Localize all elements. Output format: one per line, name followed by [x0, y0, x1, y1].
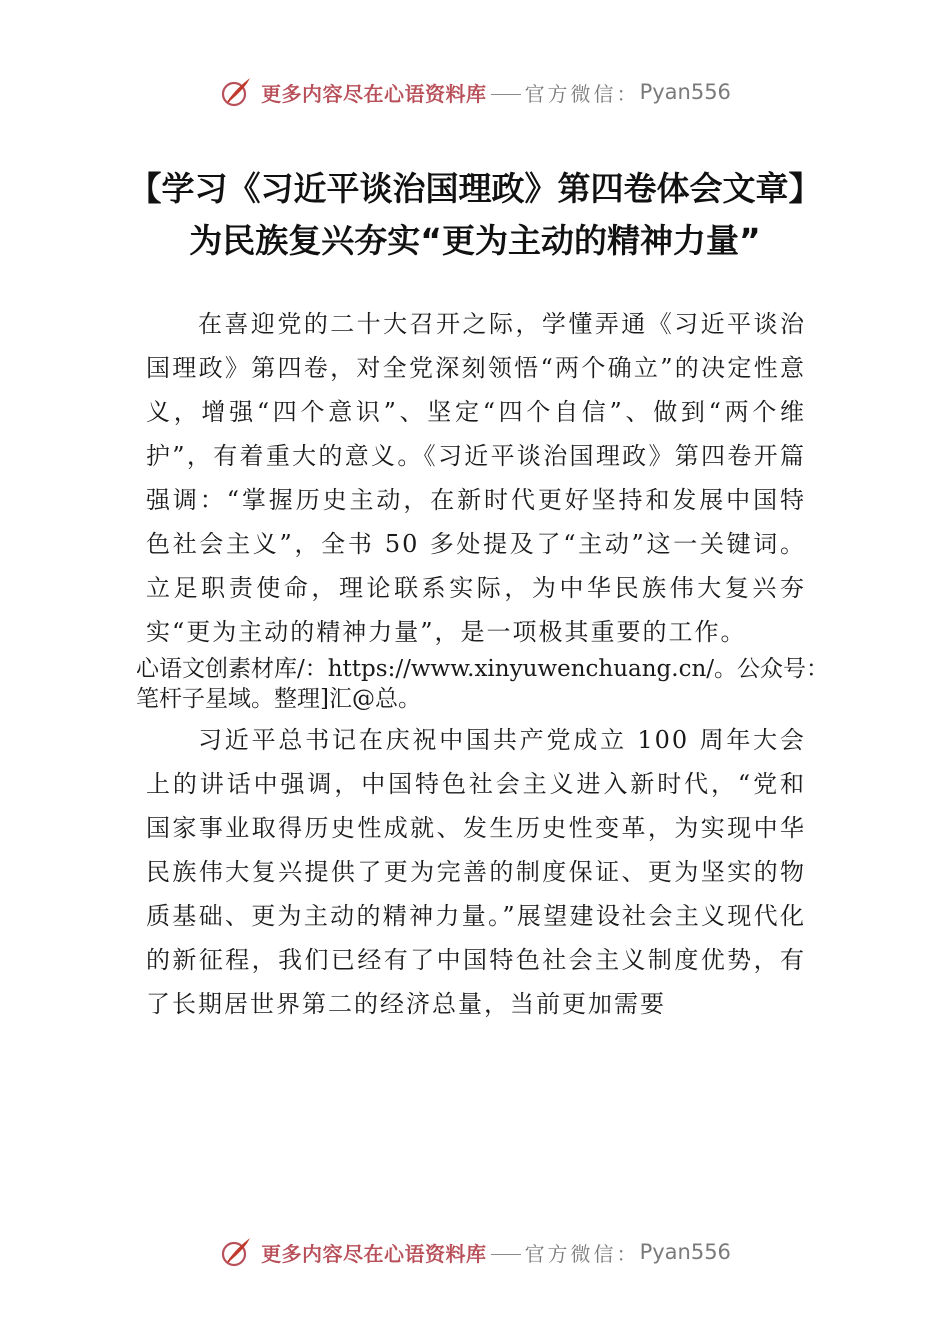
banner-slogan: 更多内容尽在心语资料库 [261, 1241, 487, 1266]
paragraph-1: 在喜迎党的二十大召开之际，学懂弄通《习近平谈治国理政》第四卷，对全党深刻领悟“两个确立”的决定性意义，增强“四个意识”、坚定“四个自信”、做到“两个维护”，有着重大的意义。《习近平谈治国理政》第四卷开篇强调：“掌握历史主动，在新时代更好坚持和发展中国特色社会主义”，全书 50 多处提及了“主动”这一关键词。立足职责使命，理论联系实际，为中华民族伟大复兴夯实“更为主动的精神力量”，是一项极其重要的工作。 [146, 310, 806, 646]
banner-label: 官方微信： [524, 1241, 640, 1266]
paragraph-2: 习近平总书记在庆祝中国共产党成立 100 周年大会上的讲话中强调，中国特色社会主义进入新时代，“党和国家事业取得历史性成就、发生历史性变革，为实现中华民族伟大复兴提供了更为完善的制度保证、更为坚实的物质基础、更为主动的精神力量。”展望建设社会主义现代化的新征程，我们已经有了中国特色社会主义制度优势，有了长期居世界第二的经济总量，当前更加需要 [146, 726, 806, 1018]
banner-account: Pyan556 [639, 80, 731, 104]
source-note: 心语文创素材库/：https://www.xinyuwenchuang.cn/。公众号：笔杆子星域。整理]汇@总。 [136, 656, 830, 712]
banner-account: Pyan556 [639, 1240, 731, 1264]
quill-circle-icon [219, 75, 253, 109]
document-title: 【学习《习近平谈治国理政》第四卷体会文章】为民族复兴夯实“更为主动的精神力量” [128, 169, 822, 260]
banner-label: 官方微信： [524, 81, 640, 106]
banner-slogan: 更多内容尽在心语资料库 [261, 81, 487, 106]
header-banner [0, 70, 950, 114]
document-body [0, 302, 950, 1026]
banner-dash [491, 94, 521, 95]
quill-circle-icon [219, 1235, 253, 1269]
footer-banner [0, 1230, 950, 1274]
banner-dash [491, 1254, 521, 1255]
